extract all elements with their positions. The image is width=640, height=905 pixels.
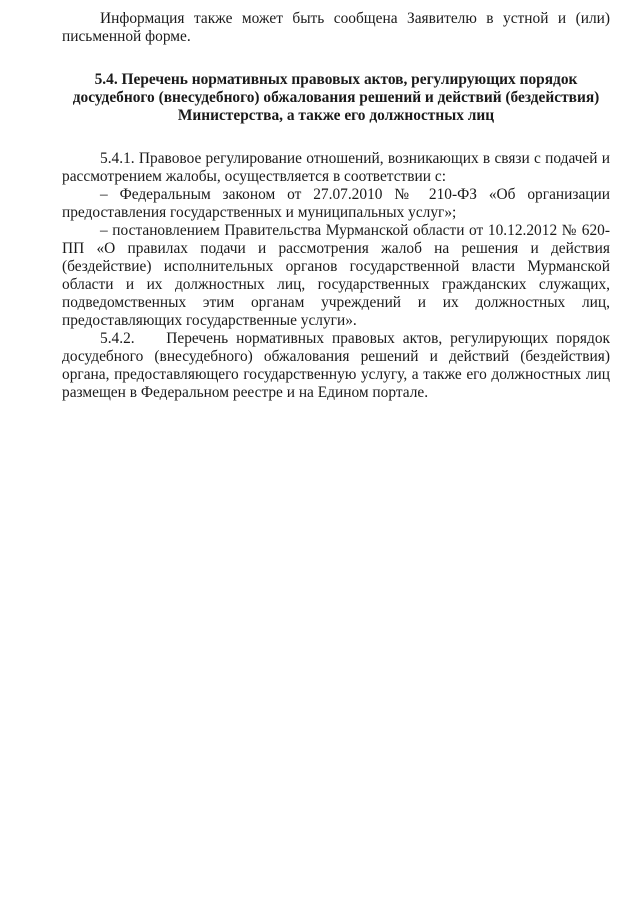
list-item-government-resolution: – постановлением Правительства Мурманской области от 10.12.2012 № 620-ПП «О правилах подачи и рассмотрения жалоб на решения и действия (бездействие) исполнительных органов государственной власти Мурманской области и их должностных лиц, государственных гражданских служащих, подведомственных этим органам учреждений и их должностных лиц, предоставляющих государственные услуги». (62, 222, 610, 329)
paragraph-5-4-1: 5.4.1. Правовое регулирование отношений, возникающих в связи с подачей и рассмотрением жалобы, осуществляется в соответствии с: (62, 150, 610, 185)
section-heading-line-1: 5.4. Перечень нормативных правовых актов, регулирующих порядок (94, 71, 578, 88)
document-page (62, 10, 610, 402)
intro-paragraph: Информация также может быть сообщена Заявителю в устной и (или) письменной форме. (62, 10, 610, 45)
list-item-federal-law: – Федеральным законом от 27.07.2010 № 210-ФЗ «Об организации предоставления государственных и муниципальных услуг»; (62, 186, 610, 221)
section-heading-line-2: досудебного (внесудебного) обжалования решений и действий (бездействия) (72, 89, 600, 106)
section-heading-line-3: Министерства, а также его должностных лиц (177, 107, 495, 124)
paragraph-5-4-2: 5.4.2. Перечень нормативных правовых актов, регулирующих порядок досудебного (внесудебного) обжалования решений и действий (бездействия) органа, предоставляющего государственную услугу, а также его должностных лиц размещен в Федеральном реестре и на Едином портале. (62, 330, 610, 401)
section-heading (62, 71, 610, 125)
